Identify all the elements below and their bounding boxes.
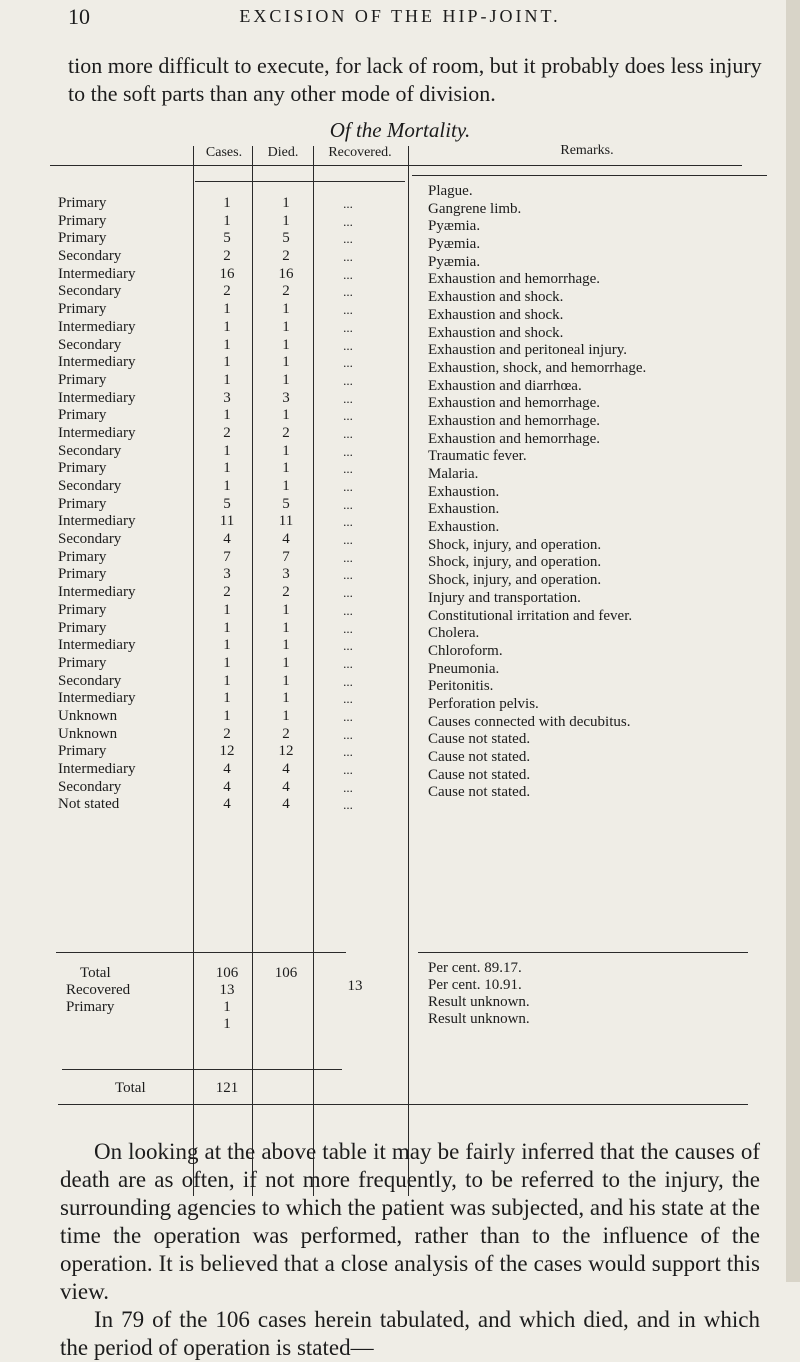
totals-cases <box>205 965 249 1033</box>
row-recovered: ... <box>343 231 353 247</box>
row-cases: 1 <box>223 318 231 335</box>
row-died: 1 <box>282 707 290 724</box>
row-operation-type: Intermediary <box>58 761 136 777</box>
totals-cases-value: 13 <box>219 982 235 998</box>
row-operation-type: Intermediary <box>58 584 136 601</box>
totals-cases-value: 106 <box>215 965 239 981</box>
row-died: 3 <box>282 566 290 583</box>
column-operation-type <box>58 195 218 814</box>
row-died: 1 <box>282 318 290 335</box>
row-remark: Perforation pelvis. <box>428 695 539 712</box>
row-remark: Exhaustion, shock, and hemorrhage. <box>428 359 647 376</box>
row-died: 1 <box>282 371 290 388</box>
totals-labels <box>66 965 131 1016</box>
row-cases: 3 <box>223 566 231 583</box>
row-cases: 1 <box>223 407 231 424</box>
col-rule-2 <box>252 146 253 1196</box>
closing-paragraph-1: On looking at the above table it may be fairly inferred that the causes of death are as often, if not more frequently, to be referred to the injury, the surrounding agencies to which the patient was subjected, and his state at the time the operation was performed, rather than to the influence of the operation. It is believed that a close analysis of the cases would support this view. <box>60 1139 760 1304</box>
row-died: 1 <box>282 442 290 459</box>
intro-paragraph: tion more difficult to execute, for lack of room, but it probably does less injury to the soft parts than any other mode of division. <box>68 53 762 106</box>
row-remark: Malaria. <box>428 466 479 482</box>
row-remark: Exhaustion and hemorrhage. <box>428 412 601 429</box>
totals-remarks <box>428 960 530 1028</box>
row-recovered: ... <box>343 266 353 282</box>
row-remark: Exhaustion. <box>428 501 500 518</box>
row-operation-type: Primary <box>58 371 107 388</box>
row-recovered: ... <box>343 196 353 211</box>
row-cases: 1 <box>223 637 231 654</box>
header-died: Died. <box>267 145 299 160</box>
row-recovered: ... <box>343 726 353 742</box>
row-died: 2 <box>282 248 290 265</box>
totals-remark: Result unknown. <box>428 1011 530 1027</box>
row-died: 1 <box>282 601 290 618</box>
row-cases: 5 <box>223 495 231 512</box>
grand-total-cases: 121 <box>215 1080 239 1096</box>
row-operation-type: Primary <box>58 212 107 229</box>
row-operation-type: Secondary <box>58 442 122 459</box>
row-operation-type: Intermediary <box>58 690 136 707</box>
row-recovered: ... <box>343 762 353 777</box>
totals-label-primary: Primary <box>66 999 115 1015</box>
row-remark: Plague. <box>428 183 473 199</box>
row-died: 1 <box>282 478 290 494</box>
column-cases <box>205 195 249 814</box>
row-cases: 5 <box>223 230 231 247</box>
row-remark: Exhaustion and peritoneal injury. <box>428 342 627 359</box>
row-died: 1 <box>282 619 290 636</box>
row-recovered: ... <box>343 479 353 494</box>
row-died: 12 <box>278 743 294 760</box>
row-died: 1 <box>282 407 290 424</box>
row-died: 1 <box>282 637 290 654</box>
row-cases: 2 <box>223 424 231 441</box>
row-remark: Constitutional irritation and fever. <box>428 607 633 624</box>
closing-text <box>60 1138 760 1362</box>
row-cases: 1 <box>223 672 231 689</box>
totals-died: 106 <box>274 965 298 981</box>
row-operation-type: Intermediary <box>58 318 136 335</box>
row-operation-type: Primary <box>58 654 107 671</box>
table-top-rule <box>50 165 742 166</box>
table-bottom-rule <box>58 1104 748 1105</box>
row-operation-type: Primary <box>58 743 107 760</box>
row-remark: Exhaustion and shock. <box>428 324 564 341</box>
row-remark: Cause not stated. <box>428 784 531 801</box>
row-operation-type: Secondary <box>58 248 122 265</box>
row-operation-type: Primary <box>58 619 107 636</box>
row-died: 16 <box>278 265 294 282</box>
row-recovered: ... <box>343 620 353 636</box>
closing-paragraph-2: In 79 of the 106 cases herein tabulated, and which died, and in which the period of operation is stated— <box>60 1307 760 1360</box>
row-recovered: ... <box>343 691 353 707</box>
row-died: 11 <box>278 513 294 530</box>
row-remark: Shock, injury, and operation. <box>428 572 602 589</box>
row-recovered: ... <box>343 213 353 229</box>
row-recovered: ... <box>343 284 353 300</box>
grand-total-rule <box>62 1069 342 1070</box>
row-operation-type: Secondary <box>58 672 122 689</box>
remarks-totals-rule <box>418 952 748 953</box>
row-operation-type: Secondary <box>58 336 122 353</box>
totals-remark: Per cent. 89.17. <box>428 960 522 976</box>
row-operation-type: Primary <box>58 495 107 512</box>
row-died: 5 <box>282 230 290 247</box>
row-operation-type: Intermediary <box>58 424 136 441</box>
row-cases: 16 <box>219 265 235 282</box>
row-operation-type: Secondary <box>58 478 122 494</box>
row-cases: 4 <box>223 778 231 795</box>
row-recovered: ... <box>343 779 353 795</box>
row-died: 4 <box>282 761 290 777</box>
row-remark: Cause not stated. <box>428 766 531 783</box>
row-recovered: ... <box>343 514 353 530</box>
row-operation-type: Primary <box>58 230 107 247</box>
row-remark: Injury and transportation. <box>428 589 581 606</box>
row-operation-type: Intermediary <box>58 513 136 530</box>
row-recovered: ... <box>343 408 353 424</box>
row-operation-type: Primary <box>58 407 107 424</box>
row-remark: Pyæmia. <box>428 218 481 235</box>
row-cases: 4 <box>223 796 231 813</box>
row-recovered: ... <box>343 638 353 654</box>
row-remark: Exhaustion and shock. <box>428 306 564 323</box>
row-remark: Exhaustion. <box>428 519 500 536</box>
row-cases: 12 <box>219 743 235 760</box>
row-recovered: ... <box>343 744 353 760</box>
section-title: Of the Mortality. <box>329 118 471 142</box>
totals-remark: Per cent. 10.91. <box>428 977 522 993</box>
row-recovered: ... <box>343 337 353 353</box>
row-died: 1 <box>282 301 290 318</box>
row-died: 2 <box>282 584 290 601</box>
row-recovered: ... <box>343 355 353 371</box>
row-remark: Exhaustion and shock. <box>428 289 564 306</box>
row-recovered: ... <box>343 567 353 583</box>
row-died: 4 <box>282 796 290 813</box>
row-recovered: ... <box>343 585 353 601</box>
totals-cases-value: 1 <box>223 1016 231 1032</box>
row-cases: 1 <box>223 212 231 229</box>
row-cases: 1 <box>223 460 231 477</box>
row-operation-type: Unknown <box>58 707 118 724</box>
row-died: 1 <box>282 690 290 707</box>
row-operation-type: Unknown <box>58 725 118 742</box>
row-cases: 2 <box>223 584 231 601</box>
column-remarks <box>428 183 800 802</box>
row-died: 1 <box>282 654 290 671</box>
row-recovered: ... <box>343 319 353 335</box>
row-cases: 2 <box>223 283 231 300</box>
row-died: 4 <box>282 531 290 548</box>
row-died: 1 <box>282 672 290 689</box>
row-remark: Causes connected with decubitus. <box>428 713 631 730</box>
row-remark: Cause not stated. <box>428 731 531 748</box>
row-operation-type: Primary <box>58 460 107 477</box>
totals-label-total: Total <box>80 965 111 981</box>
row-cases: 4 <box>223 531 231 548</box>
row-cases: 1 <box>223 371 231 388</box>
header-recovered: Recovered. <box>328 145 392 160</box>
row-cases: 1 <box>223 478 231 494</box>
row-recovered: ... <box>343 496 353 512</box>
row-remark: Cholera. <box>428 625 480 642</box>
row-operation-type: Primary <box>58 566 107 583</box>
row-operation-type: Intermediary <box>58 354 136 371</box>
row-remark: Exhaustion and hemorrhage. <box>428 271 601 288</box>
row-cases: 3 <box>223 389 231 406</box>
row-recovered: ... <box>343 655 353 671</box>
totals-cases-value: 1 <box>223 999 231 1015</box>
row-operation-type: Secondary <box>58 778 122 795</box>
row-cases: 1 <box>223 690 231 707</box>
row-recovered: ... <box>343 249 353 265</box>
totals-label-recovered: Recovered <box>66 982 131 998</box>
row-died: 3 <box>282 389 290 406</box>
row-cases: 2 <box>223 725 231 742</box>
row-remark: Peritonitis. <box>428 678 494 695</box>
row-recovered: ... <box>343 461 353 477</box>
header-rule-left <box>195 181 405 182</box>
row-remark: Pyæmia. <box>428 253 481 270</box>
row-died: 2 <box>282 424 290 441</box>
row-died: 1 <box>282 336 290 353</box>
row-remark: Shock, injury, and operation. <box>428 554 602 571</box>
row-cases: 11 <box>219 513 235 530</box>
row-recovered: ... <box>343 302 353 318</box>
row-operation-type: Primary <box>58 548 107 565</box>
row-operation-type: Not stated <box>58 796 120 813</box>
row-cases: 2 <box>223 248 231 265</box>
row-operation-type: Intermediary <box>58 637 136 654</box>
column-died <box>264 195 308 814</box>
row-recovered: ... <box>343 425 353 441</box>
grand-total-label: Total <box>115 1080 146 1096</box>
row-remark: Pneumonia. <box>428 660 500 677</box>
row-died: 2 <box>282 725 290 742</box>
row-operation-type: Secondary <box>58 531 122 548</box>
totals-remark: Result unknown. <box>428 994 530 1010</box>
row-cases: 1 <box>223 336 231 353</box>
row-recovered: ... <box>343 673 353 689</box>
row-recovered: ... <box>343 708 353 724</box>
row-died: 1 <box>282 460 290 477</box>
row-operation-type: Primary <box>58 301 107 318</box>
header-rule-right <box>412 175 767 176</box>
row-recovered: ... <box>343 372 353 388</box>
row-remark: Exhaustion and hemorrhage. <box>428 395 601 412</box>
row-recovered: ... <box>343 390 353 406</box>
row-recovered: ... <box>343 549 353 565</box>
row-cases: 1 <box>223 619 231 636</box>
row-remark: Gangrene limb. <box>428 200 522 217</box>
page-number: 10 <box>68 4 90 29</box>
row-recovered: ... <box>343 443 353 459</box>
header-cases: Cases. <box>205 145 243 160</box>
row-remark: Cause not stated. <box>428 749 531 765</box>
row-recovered: ... <box>343 532 353 548</box>
row-remark: Traumatic fever. <box>428 448 527 465</box>
row-remark: Exhaustion. <box>428 483 500 500</box>
col-rule-4 <box>408 146 409 1196</box>
row-cases: 1 <box>223 654 231 671</box>
row-cases: 1 <box>223 301 231 318</box>
row-cases: 1 <box>223 195 231 211</box>
row-operation-type: Intermediary <box>58 265 136 282</box>
row-cases: 1 <box>223 601 231 618</box>
row-remark: Exhaustion and hemorrhage. <box>428 430 601 447</box>
row-died: 5 <box>282 495 290 512</box>
row-operation-type: Secondary <box>58 283 122 300</box>
row-cases: 7 <box>223 548 231 565</box>
row-cases: 1 <box>223 442 231 459</box>
row-operation-type: Primary <box>58 601 107 618</box>
row-remark: Pyæmia. <box>428 236 481 253</box>
running-title: EXCISION OF THE HIP-JOINT. <box>239 6 561 26</box>
row-died: 1 <box>282 195 290 211</box>
row-remark: Chloroform. <box>428 642 503 659</box>
header-remarks: Remarks. <box>560 143 614 158</box>
row-cases: 1 <box>223 707 231 724</box>
row-died: 4 <box>282 778 290 795</box>
row-recovered: ... <box>343 797 353 813</box>
row-died: 2 <box>282 283 290 300</box>
row-died: 7 <box>282 548 290 565</box>
row-operation-type: Primary <box>58 195 107 211</box>
row-died: 1 <box>282 354 290 371</box>
row-cases: 4 <box>223 761 231 777</box>
row-died: 1 <box>282 212 290 229</box>
row-remark: Exhaustion and diarrhœa. <box>428 377 582 394</box>
row-operation-type: Intermediary <box>58 389 136 406</box>
totals-recovered: 13 <box>347 978 363 994</box>
column-recovered <box>318 195 378 814</box>
col-rule-3 <box>313 146 314 1196</box>
totals-rule <box>56 952 346 953</box>
row-remark: Shock, injury, and operation. <box>428 536 602 553</box>
row-cases: 1 <box>223 354 231 371</box>
row-recovered: ... <box>343 602 353 618</box>
